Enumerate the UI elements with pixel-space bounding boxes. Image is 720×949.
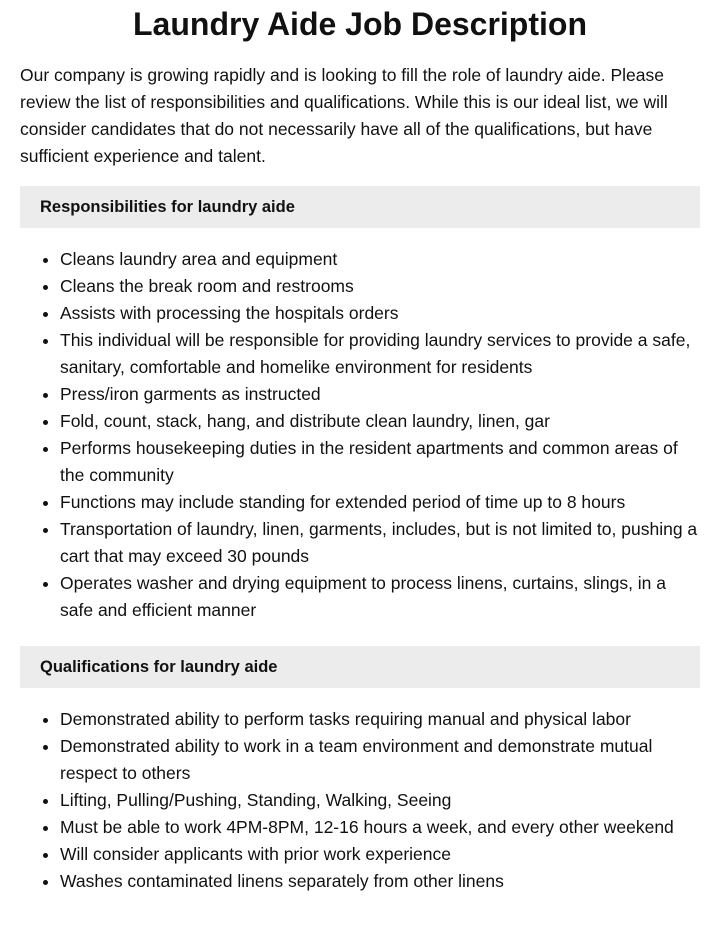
list-item: • Operates washer and drying equipment to process linens, curtains, slings, in a safe and efficient manner bbox=[60, 570, 700, 624]
list-item: • Fold, count, stack, hang, and distribute clean laundry, linen, gar bbox=[60, 408, 700, 435]
list-item: • Lifting, Pulling/Pushing, Standing, Walking, Seeing bbox=[60, 787, 700, 814]
page-title: Laundry Aide Job Description bbox=[133, 6, 587, 42]
qualifications-list bbox=[20, 706, 700, 895]
list-item: • Press/iron garments as instructed bbox=[60, 381, 700, 408]
list-item: • Cleans the break room and restrooms bbox=[60, 273, 700, 300]
list-item: • Cleans laundry area and equipment bbox=[60, 246, 700, 273]
responsibilities-list bbox=[20, 246, 700, 624]
intro-text: Our company is growing rapidly and is looking to fill the role of laundry aide. Please review the list of responsibilities and qualifications. While this is our ideal list, we will consider candidates that do not necessarily have all of the qualifications, but have sufficient experience and talent. bbox=[20, 65, 668, 166]
responsibilities-heading: Responsibilities for laundry aide bbox=[20, 186, 700, 228]
list-item: • Must be able to work 4PM-8PM, 12-16 hours a week, and every other weekend bbox=[60, 814, 700, 841]
list-item: • Will consider applicants with prior work experience bbox=[60, 841, 700, 868]
list-item: • Demonstrated ability to perform tasks requiring manual and physical labor bbox=[60, 706, 700, 733]
qualifications-heading: Qualifications for laundry aide bbox=[20, 646, 700, 688]
list-item: • Functions may include standing for extended period of time up to 8 hours bbox=[60, 489, 700, 516]
list-item: • Assists with processing the hospitals orders bbox=[60, 300, 700, 327]
list-item: • Transportation of laundry, linen, garments, includes, but is not limited to, pushing a cart that may exceed 30 pounds bbox=[60, 516, 700, 570]
list-item: • Washes contaminated linens separately from other linens bbox=[60, 868, 700, 895]
list-item: • Performs housekeeping duties in the resident apartments and common areas of the community bbox=[60, 435, 700, 489]
list-item: • Demonstrated ability to work in a team environment and demonstrate mutual respect to others bbox=[60, 733, 700, 787]
list-item: • This individual will be responsible for providing laundry services to provide a safe, sanitary, comfortable and homelike environment for residents bbox=[60, 327, 700, 381]
